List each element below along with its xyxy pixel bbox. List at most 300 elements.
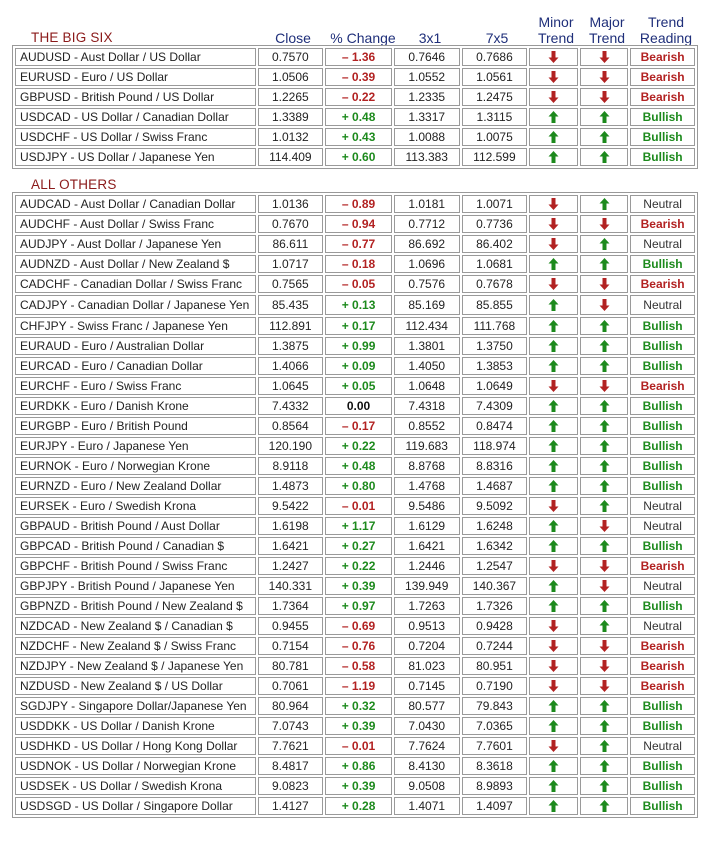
- ma-3x1-value: 0.9513: [394, 617, 460, 635]
- table-row: [15, 697, 695, 715]
- arrow-down-icon: [599, 278, 610, 290]
- header-minor-trend-line1: Minor: [538, 14, 574, 30]
- ma-7x5-value: 80.951: [462, 657, 528, 675]
- close-value: 80.964: [258, 697, 324, 715]
- ma-7x5-value: 1.0681: [462, 255, 528, 273]
- ma-3x1-value: 81.023: [394, 657, 460, 675]
- pair-name: GBPNZD - British Pound / New Zealand $: [15, 597, 256, 615]
- trend-reading: Neutral: [630, 235, 695, 253]
- arrow-down-icon: [599, 640, 610, 652]
- header-major-trend-line1: Major: [589, 14, 625, 30]
- trend-reading: Bullish: [630, 777, 695, 795]
- arrow-down-icon: [548, 640, 559, 652]
- trend-reading: Bullish: [630, 357, 695, 375]
- major-trend-cell: [580, 597, 629, 615]
- arrow-down-icon: [548, 238, 559, 250]
- trend-reading: Bullish: [630, 457, 695, 475]
- table-row: [15, 377, 695, 395]
- ma-7x5-value: 112.599: [462, 148, 528, 166]
- major-trend-cell: [580, 317, 629, 335]
- table-row: [15, 657, 695, 675]
- table-row: [15, 397, 695, 415]
- ma-3x1-value: 1.0696: [394, 255, 460, 273]
- header-minor-trend: [532, 14, 580, 46]
- ma-3x1-value: 1.0552: [394, 68, 460, 86]
- arrow-up-icon: [548, 131, 559, 143]
- major-trend-cell: [580, 255, 629, 273]
- header-close: Close: [275, 30, 311, 46]
- table-row: [15, 337, 695, 355]
- pct-change-value: – 0.05: [325, 275, 392, 293]
- arrow-up-icon: [599, 320, 610, 332]
- ma-7x5-value: 1.4097: [462, 797, 528, 815]
- pct-change-value: + 0.48: [325, 457, 392, 475]
- pct-change-value: + 0.05: [325, 377, 392, 395]
- ma-7x5-value: 0.7686: [462, 48, 528, 66]
- pct-change-value: – 0.94: [325, 215, 392, 233]
- pct-change-value: – 0.17: [325, 417, 392, 435]
- ma-3x1-value: 8.8768: [394, 457, 460, 475]
- arrow-down-icon: [548, 740, 559, 752]
- trend-reading: Bullish: [630, 317, 695, 335]
- arrow-up-icon: [548, 460, 559, 472]
- ma-3x1-value: 0.7576: [394, 275, 460, 293]
- header-minor-trend-line2: Trend: [537, 30, 575, 46]
- ma-7x5-value: 1.0075: [462, 128, 528, 146]
- pair-name: GBPUSD - British Pound / US Dollar: [15, 88, 256, 106]
- ma-7x5-value: 0.7736: [462, 215, 528, 233]
- close-value: 1.0645: [258, 377, 324, 395]
- pair-name: CADJPY - Canadian Dollar / Japanese Yen: [15, 295, 256, 315]
- close-value: 1.6198: [258, 517, 324, 535]
- close-value: 0.9455: [258, 617, 324, 635]
- arrow-up-icon: [548, 580, 559, 592]
- table-row: [15, 457, 695, 475]
- major-trend-cell: [580, 477, 629, 495]
- pct-change-value: + 1.17: [325, 517, 392, 535]
- arrow-up-icon: [548, 700, 559, 712]
- major-trend-cell: [580, 128, 629, 146]
- close-value: 140.331: [258, 577, 324, 595]
- close-value: 9.0823: [258, 777, 324, 795]
- trend-reading: Bullish: [630, 397, 695, 415]
- ma-7x5-value: 8.8316: [462, 457, 528, 475]
- ma-7x5-value: 8.3618: [462, 757, 528, 775]
- arrow-down-icon: [548, 620, 559, 632]
- arrow-up-icon: [599, 198, 610, 210]
- arrow-up-icon: [599, 500, 610, 512]
- ma-7x5-value: 9.5092: [462, 497, 528, 515]
- close-value: 114.409: [258, 148, 324, 166]
- ma-3x1-value: 7.7624: [394, 737, 460, 755]
- arrow-down-icon: [548, 380, 559, 392]
- minor-trend-cell: [529, 255, 578, 273]
- table-row: [15, 295, 695, 315]
- pair-name: AUDCHF - Aust Dollar / Swiss Franc: [15, 215, 256, 233]
- major-trend-cell: [580, 537, 629, 555]
- major-trend-cell: [580, 717, 629, 735]
- pct-change-value: + 0.39: [325, 717, 392, 735]
- header-major-trend: [583, 14, 631, 46]
- pair-name: SGDJPY - Singapore Dollar/Japanese Yen: [15, 697, 256, 715]
- close-value: 1.0717: [258, 255, 324, 273]
- table-row: [15, 777, 695, 795]
- table-row: [15, 88, 695, 106]
- table-row: [15, 235, 695, 253]
- major-trend-cell: [580, 48, 629, 66]
- trend-reading: Bullish: [630, 255, 695, 273]
- arrow-down-icon: [599, 218, 610, 230]
- arrow-up-icon: [599, 740, 610, 752]
- pct-change-value: + 0.48: [325, 108, 392, 126]
- arrow-up-icon: [599, 360, 610, 372]
- ma-3x1-value: 139.949: [394, 577, 460, 595]
- pct-change-value: – 1.36: [325, 48, 392, 66]
- ma-3x1-value: 9.0508: [394, 777, 460, 795]
- ma-3x1-value: 1.4050: [394, 357, 460, 375]
- arrow-down-icon: [599, 680, 610, 692]
- major-trend-cell: [580, 737, 629, 755]
- trend-reading: Bearish: [630, 557, 695, 575]
- ma-7x5-value: 0.7190: [462, 677, 528, 695]
- arrow-up-icon: [548, 360, 559, 372]
- trend-reading: Bullish: [630, 797, 695, 815]
- pct-change-value: + 0.09: [325, 357, 392, 375]
- close-value: 1.3875: [258, 337, 324, 355]
- pair-name: CADCHF - Canadian Dollar / Swiss Franc: [15, 275, 256, 293]
- ma-7x5-value: 86.402: [462, 235, 528, 253]
- close-value: 0.7670: [258, 215, 324, 233]
- pct-change-value: – 0.58: [325, 657, 392, 675]
- major-trend-cell: [580, 195, 629, 213]
- pair-name: AUDUSD - Aust Dollar / US Dollar: [15, 48, 256, 66]
- ma-7x5-value: 1.3750: [462, 337, 528, 355]
- arrow-up-icon: [599, 460, 610, 472]
- pair-name: EURNOK - Euro / Norwegian Krone: [15, 457, 256, 475]
- pair-name: EURUSD - Euro / US Dollar: [15, 68, 256, 86]
- minor-trend-cell: [529, 617, 578, 635]
- arrow-down-icon: [599, 580, 610, 592]
- trend-reading: Bullish: [630, 128, 695, 146]
- trend-reading: Neutral: [630, 497, 695, 515]
- pct-change-value: + 0.28: [325, 797, 392, 815]
- close-value: 1.3389: [258, 108, 324, 126]
- arrow-down-icon: [548, 278, 559, 290]
- close-value: 120.190: [258, 437, 324, 455]
- arrow-up-icon: [599, 238, 610, 250]
- close-value: 7.7621: [258, 737, 324, 755]
- ma-3x1-value: 7.0430: [394, 717, 460, 735]
- ma-7x5-value: 0.9428: [462, 617, 528, 635]
- close-value: 1.4127: [258, 797, 324, 815]
- trend-reading: Neutral: [630, 295, 695, 315]
- close-value: 8.9118: [258, 457, 324, 475]
- ma-3x1-value: 85.169: [394, 295, 460, 315]
- major-trend-cell: [580, 557, 629, 575]
- arrow-up-icon: [599, 258, 610, 270]
- arrow-up-icon: [599, 800, 610, 812]
- minor-trend-cell: [529, 537, 578, 555]
- arrow-down-icon: [548, 560, 559, 572]
- ma-3x1-value: 1.6129: [394, 517, 460, 535]
- pct-change-value: + 0.22: [325, 437, 392, 455]
- major-trend-cell: [580, 88, 629, 106]
- header-trend-reading: [636, 14, 696, 46]
- close-value: 85.435: [258, 295, 324, 315]
- pair-name: GBPAUD - British Pound / Aust Dollar: [15, 517, 256, 535]
- major-trend-cell: [580, 417, 629, 435]
- table-row: [15, 537, 695, 555]
- pair-name: GBPJPY - British Pound / Japanese Yen: [15, 577, 256, 595]
- arrow-down-icon: [599, 520, 610, 532]
- trend-reading: Bullish: [630, 717, 695, 735]
- close-value: 1.4066: [258, 357, 324, 375]
- minor-trend-cell: [529, 577, 578, 595]
- major-trend-cell: [580, 68, 629, 86]
- minor-trend-cell: [529, 477, 578, 495]
- major-trend-cell: [580, 377, 629, 395]
- pct-change-value: + 0.22: [325, 557, 392, 575]
- arrow-up-icon: [599, 720, 610, 732]
- minor-trend-cell: [529, 48, 578, 66]
- trend-reading: Bearish: [630, 88, 695, 106]
- pct-change-value: + 0.80: [325, 477, 392, 495]
- table-row: [15, 477, 695, 495]
- table-row: [15, 737, 695, 755]
- pct-change-value: – 0.76: [325, 637, 392, 655]
- ma-3x1-value: 0.7646: [394, 48, 460, 66]
- arrow-down-icon: [599, 71, 610, 83]
- minor-trend-cell: [529, 457, 578, 475]
- minor-trend-cell: [529, 357, 578, 375]
- trend-reading: Neutral: [630, 617, 695, 635]
- pair-name: AUDNZD - Aust Dollar / New Zealand $: [15, 255, 256, 273]
- trend-reading: Bullish: [630, 697, 695, 715]
- arrow-up-icon: [599, 780, 610, 792]
- pair-name: GBPCAD - British Pound / Canadian $: [15, 537, 256, 555]
- pair-name: NZDCAD - New Zealand $ / Canadian $: [15, 617, 256, 635]
- arrow-down-icon: [548, 71, 559, 83]
- major-trend-cell: [580, 657, 629, 675]
- major-trend-cell: [580, 457, 629, 475]
- minor-trend-cell: [529, 717, 578, 735]
- major-trend-cell: [580, 295, 629, 315]
- close-value: 1.0132: [258, 128, 324, 146]
- minor-trend-cell: [529, 275, 578, 293]
- close-value: 9.5422: [258, 497, 324, 515]
- minor-trend-cell: [529, 128, 578, 146]
- pair-name: EURNZD - Euro / New Zealand Dollar: [15, 477, 256, 495]
- ma-7x5-value: 111.768: [462, 317, 528, 335]
- minor-trend-cell: [529, 195, 578, 213]
- minor-trend-cell: [529, 377, 578, 395]
- pct-change-value: – 0.18: [325, 255, 392, 273]
- pct-change-value: + 0.43: [325, 128, 392, 146]
- table-row: [15, 195, 695, 213]
- ma-7x5-value: 85.855: [462, 295, 528, 315]
- arrow-up-icon: [548, 800, 559, 812]
- minor-trend-cell: [529, 337, 578, 355]
- ma-3x1-value: 119.683: [394, 437, 460, 455]
- table-row: [15, 677, 695, 695]
- minor-trend-cell: [529, 497, 578, 515]
- table-row: [15, 597, 695, 615]
- arrow-up-icon: [548, 151, 559, 163]
- major-trend-cell: [580, 577, 629, 595]
- minor-trend-cell: [529, 295, 578, 315]
- close-value: 1.2427: [258, 557, 324, 575]
- ma-3x1-value: 0.8552: [394, 417, 460, 435]
- close-value: 86.611: [258, 235, 324, 253]
- ma-7x5-value: 8.9893: [462, 777, 528, 795]
- minor-trend-cell: [529, 517, 578, 535]
- header-trend-reading-line1: Trend: [647, 14, 685, 30]
- ma-3x1-value: 1.4768: [394, 477, 460, 495]
- table-row: [15, 317, 695, 335]
- trend-reading: Bearish: [630, 657, 695, 675]
- major-trend-cell: [580, 757, 629, 775]
- minor-trend-cell: [529, 68, 578, 86]
- minor-trend-cell: [529, 235, 578, 253]
- ma-7x5-value: 1.0649: [462, 377, 528, 395]
- header-3x1: 3x1: [418, 30, 442, 46]
- ma-3x1-value: 1.0181: [394, 195, 460, 213]
- pair-name: GBPCHF - British Pound / Swiss Franc: [15, 557, 256, 575]
- ma-7x5-value: 1.2547: [462, 557, 528, 575]
- ma-3x1-value: 1.0088: [394, 128, 460, 146]
- close-value: 1.0136: [258, 195, 324, 213]
- minor-trend-cell: [529, 317, 578, 335]
- table-row: [15, 557, 695, 575]
- arrow-down-icon: [548, 51, 559, 63]
- big-six-table: [12, 45, 698, 169]
- minor-trend-cell: [529, 557, 578, 575]
- ma-7x5-value: 1.4687: [462, 477, 528, 495]
- trend-reading: Neutral: [630, 195, 695, 213]
- ma-3x1-value: 1.2335: [394, 88, 460, 106]
- close-value: 0.7565: [258, 275, 324, 293]
- ma-3x1-value: 86.692: [394, 235, 460, 253]
- major-trend-cell: [580, 517, 629, 535]
- table-row: [15, 148, 695, 166]
- ma-7x5-value: 7.0365: [462, 717, 528, 735]
- trend-reading: Neutral: [630, 517, 695, 535]
- minor-trend-cell: [529, 88, 578, 106]
- table-row: [15, 617, 695, 635]
- close-value: 80.781: [258, 657, 324, 675]
- pct-change-value: + 0.99: [325, 337, 392, 355]
- pct-change-value: + 0.13: [325, 295, 392, 315]
- minor-trend-cell: [529, 757, 578, 775]
- pct-change-value: + 0.60: [325, 148, 392, 166]
- pair-name: USDDKK - US Dollar / Danish Krone: [15, 717, 256, 735]
- close-value: 1.4873: [258, 477, 324, 495]
- arrow-up-icon: [548, 400, 559, 412]
- table-row: [15, 577, 695, 595]
- ma-3x1-value: 1.3801: [394, 337, 460, 355]
- ma-3x1-value: 1.3317: [394, 108, 460, 126]
- minor-trend-cell: [529, 148, 578, 166]
- arrow-up-icon: [548, 340, 559, 352]
- minor-trend-cell: [529, 637, 578, 655]
- arrow-up-icon: [548, 780, 559, 792]
- close-value: 0.7061: [258, 677, 324, 695]
- ma-3x1-value: 9.5486: [394, 497, 460, 515]
- arrow-up-icon: [599, 111, 610, 123]
- ma-7x5-value: 1.7326: [462, 597, 528, 615]
- ma-3x1-value: 7.4318: [394, 397, 460, 415]
- major-trend-cell: [580, 108, 629, 126]
- arrow-up-icon: [599, 540, 610, 552]
- minor-trend-cell: [529, 697, 578, 715]
- trend-reading: Bullish: [630, 537, 695, 555]
- trend-reading: Bullish: [630, 437, 695, 455]
- ma-7x5-value: 0.7678: [462, 275, 528, 293]
- minor-trend-cell: [529, 437, 578, 455]
- table-row: [15, 437, 695, 455]
- pair-name: EURGBP - Euro / British Pound: [15, 417, 256, 435]
- arrow-up-icon: [548, 600, 559, 612]
- table-row: [15, 275, 695, 293]
- arrow-down-icon: [599, 560, 610, 572]
- ma-3x1-value: 1.0648: [394, 377, 460, 395]
- arrow-up-icon: [599, 131, 610, 143]
- table-row: [15, 48, 695, 66]
- arrow-up-icon: [599, 760, 610, 772]
- ma-7x5-value: 7.4309: [462, 397, 528, 415]
- arrow-up-icon: [599, 480, 610, 492]
- arrow-down-icon: [599, 380, 610, 392]
- minor-trend-cell: [529, 417, 578, 435]
- arrow-up-icon: [599, 400, 610, 412]
- major-trend-cell: [580, 637, 629, 655]
- major-trend-cell: [580, 777, 629, 795]
- ma-7x5-value: 140.367: [462, 577, 528, 595]
- minor-trend-cell: [529, 797, 578, 815]
- arrow-down-icon: [548, 500, 559, 512]
- close-value: 1.2265: [258, 88, 324, 106]
- pct-change-value: 0.00: [325, 397, 392, 415]
- major-trend-cell: [580, 337, 629, 355]
- arrow-down-icon: [599, 51, 610, 63]
- all-others-table: [12, 192, 698, 818]
- minor-trend-cell: [529, 677, 578, 695]
- pct-change-value: – 0.69: [325, 617, 392, 635]
- arrow-down-icon: [548, 660, 559, 672]
- arrow-up-icon: [548, 299, 559, 311]
- arrow-up-icon: [548, 760, 559, 772]
- pct-change-value: – 0.01: [325, 497, 392, 515]
- pair-name: USDCHF - US Dollar / Swiss Franc: [15, 128, 256, 146]
- close-value: 7.4332: [258, 397, 324, 415]
- ma-3x1-value: 0.7712: [394, 215, 460, 233]
- minor-trend-cell: [529, 777, 578, 795]
- minor-trend-cell: [529, 397, 578, 415]
- ma-7x5-value: 1.3853: [462, 357, 528, 375]
- trend-reading: Bearish: [630, 637, 695, 655]
- pair-name: AUDJPY - Aust Dollar / Japanese Yen: [15, 235, 256, 253]
- trend-reading: Bullish: [630, 108, 695, 126]
- minor-trend-cell: [529, 657, 578, 675]
- close-value: 1.0506: [258, 68, 324, 86]
- arrow-down-icon: [548, 680, 559, 692]
- close-value: 0.7570: [258, 48, 324, 66]
- arrow-down-icon: [548, 91, 559, 103]
- pair-name: EURCHF - Euro / Swiss Franc: [15, 377, 256, 395]
- pair-name: USDNOK - US Dollar / Norwegian Krone: [15, 757, 256, 775]
- pct-change-value: – 0.77: [325, 235, 392, 253]
- minor-trend-cell: [529, 597, 578, 615]
